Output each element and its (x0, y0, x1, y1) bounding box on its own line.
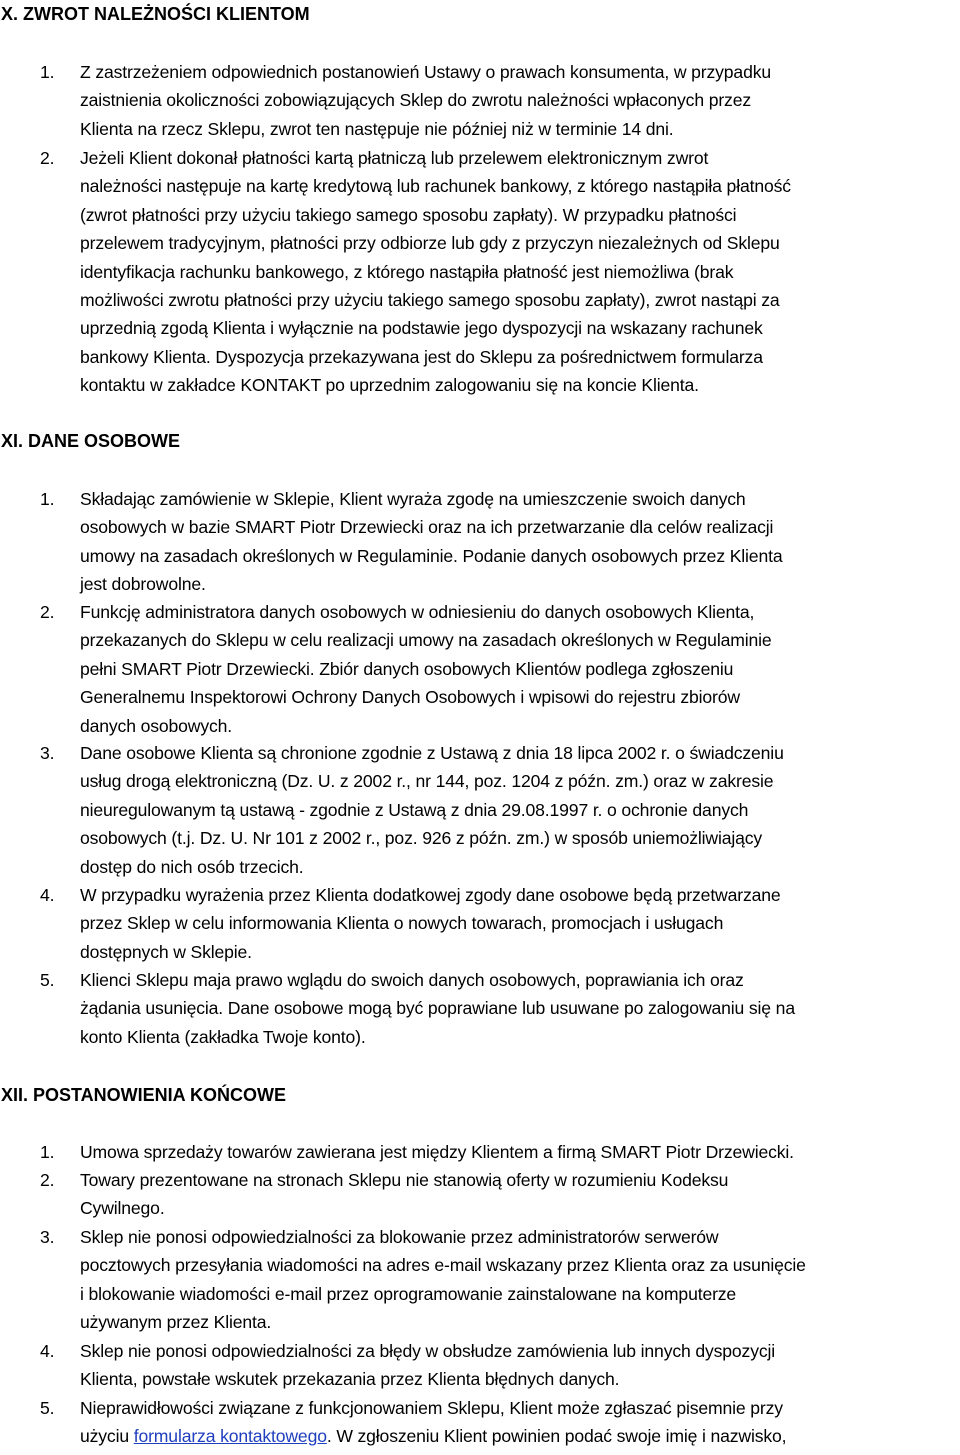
section-heading-personal-data: XI. DANE OSOBOWE (1, 431, 181, 451)
list-item-number: 4. (40, 885, 55, 905)
text-line: Funkcję administratora danych osobowych w odniesieniu do danych osobowych Klienta, (80, 602, 755, 622)
list-item-text (80, 1166, 960, 1223)
list-item (40, 1138, 960, 1166)
text-line: przekazanych do Sklepu w celu realizacji umowy na zasadach określonych w Regulaminie (80, 630, 772, 651)
text-line: bankowy Klienta. Dyspozycja przekazywana jest do Sklepu za pośrednictwem formularza (80, 346, 763, 367)
contact-form-link[interactable]: formularza kontaktowego (133, 1426, 327, 1447)
text-line: jest dobrowolne. (80, 574, 206, 595)
list-item-text (80, 598, 960, 740)
list-item (40, 739, 960, 881)
text-line: przez Sklep w celu informowania Klienta o nowych towarach, promocjach i usługach (80, 913, 724, 934)
text-line: Generalnemu Inspektorowi Ochrony Danych Osobowych i wpisowi do rejestru zbiorów (80, 687, 740, 708)
list-item (40, 58, 960, 143)
list-item (40, 1166, 960, 1223)
text-line: Sklep nie ponosi odpowiedzialności za błędy w obsłudze zamówienia lub innych dyspozycji (80, 1341, 776, 1361)
text-line: nieuregulowanym tą ustawą - zgodnie z Ustawą z dnia 29.08.1997 r. o ochronie danych (80, 799, 749, 820)
list-item (40, 881, 960, 966)
text-line: dostęp do nich osób trzecich. (80, 856, 304, 877)
text-line: identyfikacja rachunku bankowego, z którego nastąpiła płatność jest niemożliwa (brak (80, 261, 734, 282)
text-line: pełni SMART Piotr Drzewiecki. Zbiór danych osobowych Klientów podlega zgłoszeniu (80, 658, 734, 679)
text-line: żądania usunięcia. Dane osobowe mogą być poprawiane lub usuwane po zalogowaniu się na (80, 998, 795, 1019)
list-item-text (80, 1337, 960, 1394)
list-item-text (80, 1138, 960, 1166)
text-line: uprzednią zgodą Klienta i wyłącznie na podstawie jego dyspozycji na wskazany rachunek (80, 318, 763, 339)
text-line: należności następuje na kartę kredytową lub rachunek bankowy, z którego nastąpiła płatność (80, 176, 791, 197)
text-line: usług drogą elektroniczną (Dz. U. z 2002 r., nr 144, poz. 1204 z późn. zm.) oraz w zakresie (80, 771, 774, 792)
text-line: Towary prezentowane na stronach Sklepu nie stanowią oferty w rozumieniu Kodeksu (80, 1170, 729, 1190)
list-item-text (80, 1394, 960, 1451)
text-line: Nieprawidłowości związane z funkcjonowaniem Sklepu, Klient może zgłaszać pisemnie przy (80, 1398, 783, 1418)
text-line: osobowych w bazie SMART Piotr Drzewiecki oraz na ich przetwarzanie dla celów realizacji (80, 517, 774, 538)
list-item (40, 485, 960, 599)
text-line: pocztowych przesyłania wiadomości na adres e-mail wskazany przez Klienta oraz za usunięcie (80, 1255, 806, 1276)
list-item (40, 144, 960, 400)
text-line: W przypadku wyrażenia przez Klienta dodatkowej zgody dane osobowe będą przetwarzane (80, 885, 781, 905)
list-item-number: 3. (40, 1227, 55, 1247)
list-item-text (80, 144, 960, 400)
section-heading-final-provisions: XII. POSTANOWIENIA KOŃCOWE (1, 1085, 287, 1105)
list-item-text (80, 485, 960, 599)
text-line: przelewem tradycyjnym, płatności przy odbiorze lub gdy z przyczyn niezależnych od Sklepu (80, 233, 780, 254)
list-item-number: 2. (40, 602, 55, 622)
text-fragment: . W zgłoszeniu Klient powinien podać swoje imię i nazwisko, (326, 1426, 787, 1447)
list-item-number: 4. (40, 1341, 55, 1361)
text-line: Klienci Sklepu maja prawo wglądu do swoich danych osobowych, poprawiania ich oraz (80, 970, 744, 990)
list-item-number: 1. (40, 489, 55, 509)
list-item-text (80, 1223, 960, 1337)
text-fragment: użyciu (80, 1426, 134, 1447)
list-item-number: 5. (40, 970, 55, 990)
list-item-number: 5. (40, 1398, 55, 1418)
text-line: kontaktu w zakładce KONTAKT po uprzednim zalogowaniu się na koncie Klienta. (80, 375, 699, 396)
text-line: (zwrot płatności przy użyciu takiego samego sposobu zapłaty). W przypadku płatności (80, 204, 737, 225)
list-item (40, 598, 960, 740)
list-item-text (80, 966, 960, 1051)
list-item-number: 2. (40, 148, 55, 168)
list-item (40, 1337, 960, 1394)
section-heading-refunds: X. ZWROT NALEŻNOŚCI KLIENTOM (1, 4, 310, 24)
list-item-text (80, 58, 960, 143)
text-line: osobowych (t.j. Dz. U. Nr 101 z 2002 r., poz. 926 z późn. zm.) w sposób uniemożliwiający (80, 828, 763, 849)
list-item-number: 1. (40, 62, 55, 82)
text-line: Klienta na rzecz Sklepu, zwrot ten następuje nie później niż w terminie 14 dni. (80, 118, 674, 139)
list-item-text (80, 739, 960, 881)
text-line: Z zastrzeżeniem odpowiednich postanowień Ustawy o prawach konsumenta, w przypadku (80, 62, 771, 82)
text-line (80, 1422, 960, 1450)
list-item (40, 966, 960, 1051)
text-line: i blokowanie wiadomości e-mail przez oprogramowanie zainstalowane na komputerze (80, 1283, 737, 1304)
list-item-number: 2. (40, 1170, 55, 1190)
text-line: Jeżeli Klient dokonał płatności kartą płatniczą lub przelewem elektronicznym zwrot (80, 148, 709, 168)
text-line: Składając zamówienie w Sklepie, Klient wyraża zgodę na umieszczenie swoich danych (80, 489, 746, 509)
text-line: używanym przez Klienta. (80, 1312, 272, 1333)
list-item-number: 1. (40, 1142, 55, 1162)
list-item (40, 1223, 960, 1337)
list-item-text (80, 881, 960, 966)
list-item-number: 3. (40, 743, 55, 763)
list-item (40, 1394, 960, 1451)
text-line: dostępnych w Sklepie. (80, 941, 252, 962)
text-line: możliwości zwrotu płatności przy użyciu takiego samego sposobu zapłaty), zwrot nastąpi za (80, 290, 780, 311)
text-line: zaistnienia okoliczności zobowiązujących Sklep do zwrotu należności wpłaconych przez (80, 90, 751, 111)
text-line: Klienta, powstałe wskutek przekazania przez Klienta błędnych danych. (80, 1369, 620, 1390)
text-line: danych osobowych. (80, 715, 232, 736)
text-line: Sklep nie ponosi odpowiedzialności za blokowanie przez administratorów serwerów (80, 1227, 719, 1247)
text-line: umowy na zasadach określonych w Regulaminie. Podanie danych osobowych przez Klienta (80, 545, 783, 566)
text-line: Umowa sprzedaży towarów zawierana jest między Klientem a firmą SMART Piotr Drzewiecki. (80, 1142, 794, 1162)
text-line: konto Klienta (zakładka Twoje konto). (80, 1026, 366, 1047)
text-line: Dane osobowe Klienta są chronione zgodnie z Ustawą z dnia 18 lipca 2002 r. o świadczeniu (80, 743, 784, 763)
text-line: Cywilnego. (80, 1198, 165, 1219)
